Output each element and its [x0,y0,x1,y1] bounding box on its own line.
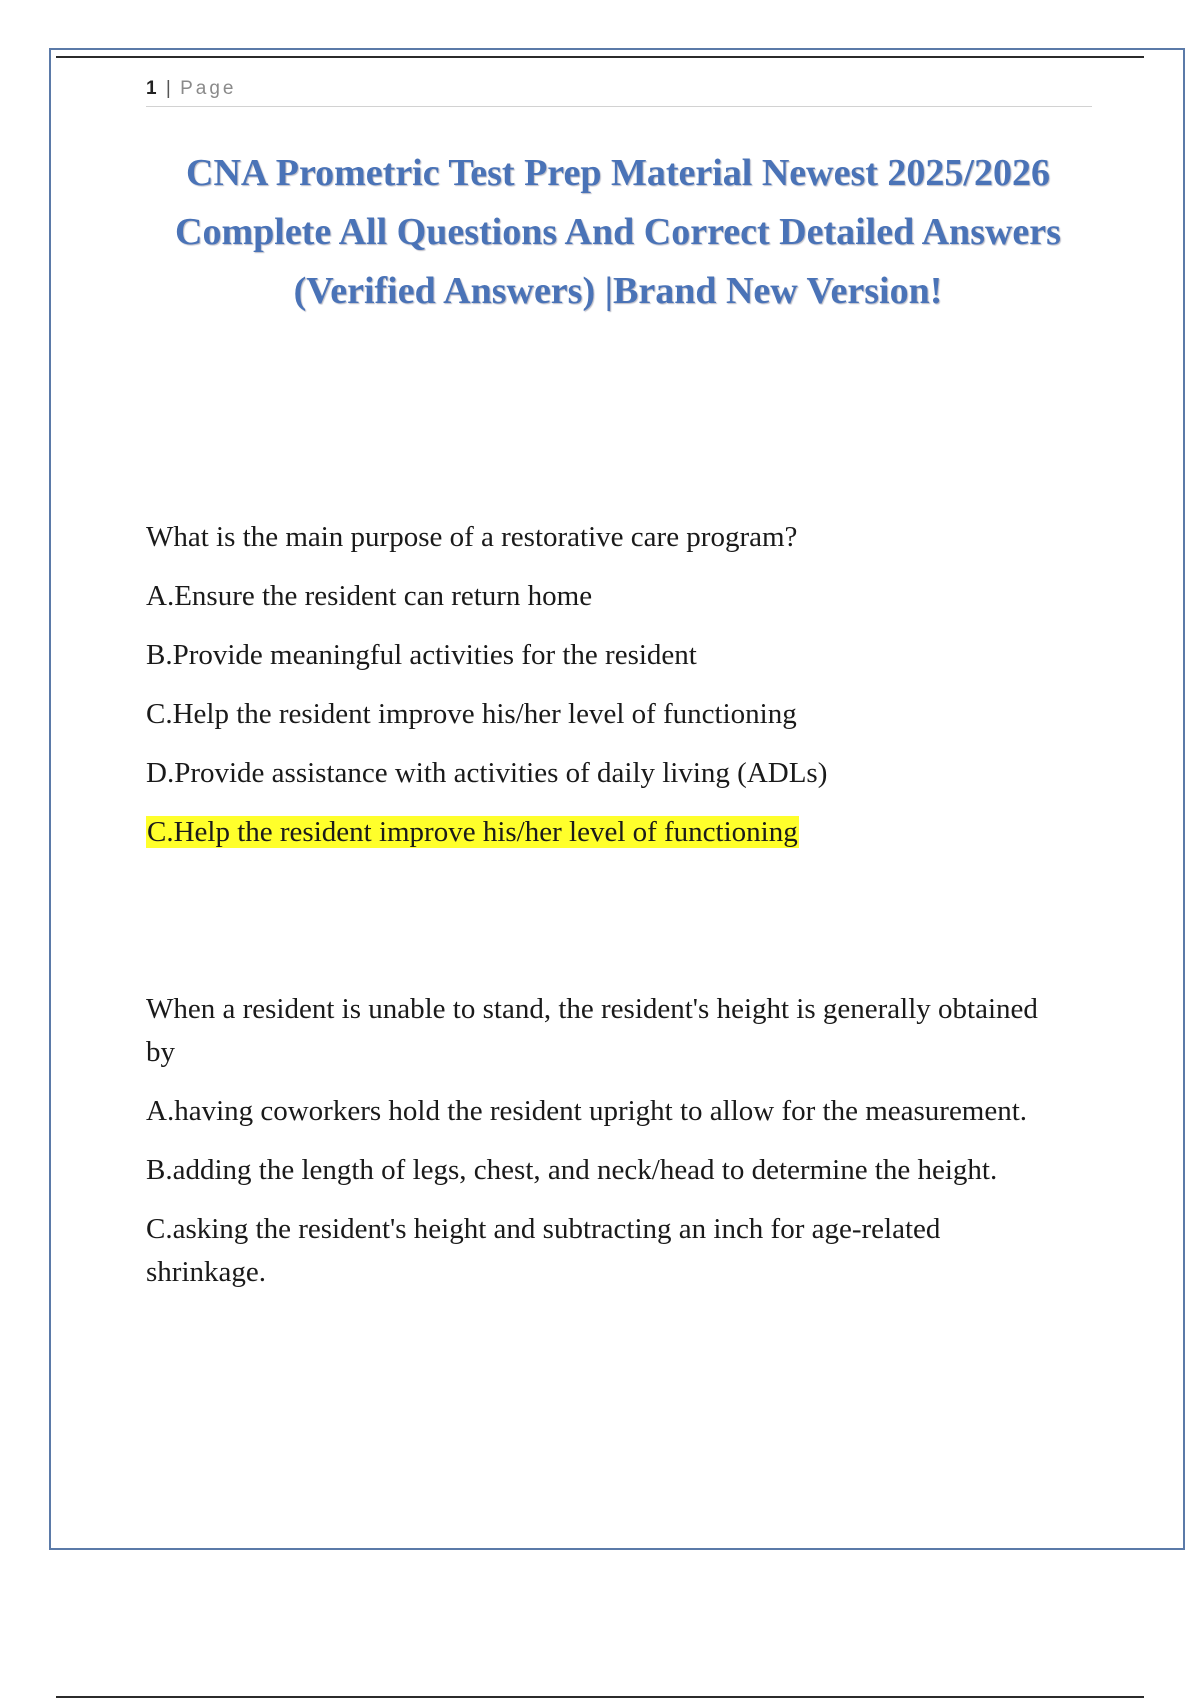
option-a: A.having coworkers hold the resident upright to allow for the measurement. [146,1095,1028,1127]
question-block-2 [146,988,1066,1310]
question-text: When a resident is unable to stand, the resident's height is generally obtained by [146,993,1038,1068]
title-line-3: (Verified Answers) |Brand New Version! [293,270,943,312]
answer-highlight: C.Help the resident improve his/her level of functioning [147,816,798,848]
option-c: C.asking the resident's height and subtracting an inch for age-related shrinkage. [146,1213,941,1288]
page-header [146,72,1092,107]
title-line-2: Complete All Questions And Correct Detailed Answers [175,211,1061,253]
option-d: D.Provide assistance with activities of daily living (ADLs) [146,757,828,789]
document-title [130,144,1106,321]
page-label: Page [180,78,237,99]
question-text: What is the main purpose of a restorative care program? [146,521,798,553]
option-c: C.Help the resident improve his/her level of functioning [146,698,797,730]
bottom-rule [56,1696,1144,1698]
title-line-1: CNA Prometric Test Prep Material Newest 2025/2026 [186,152,1050,194]
option-b: B.Provide meaningful activities for the resident [146,639,697,671]
option-a: A.Ensure the resident can return home [146,580,593,612]
correct-answer [146,811,1066,854]
option-b: B.adding the length of legs, chest, and neck/head to determine the height. [146,1154,998,1186]
page-separator: | [165,78,171,99]
page-number: 1 [146,78,157,99]
top-rule [56,56,1144,58]
question-block-1 [146,516,1066,870]
